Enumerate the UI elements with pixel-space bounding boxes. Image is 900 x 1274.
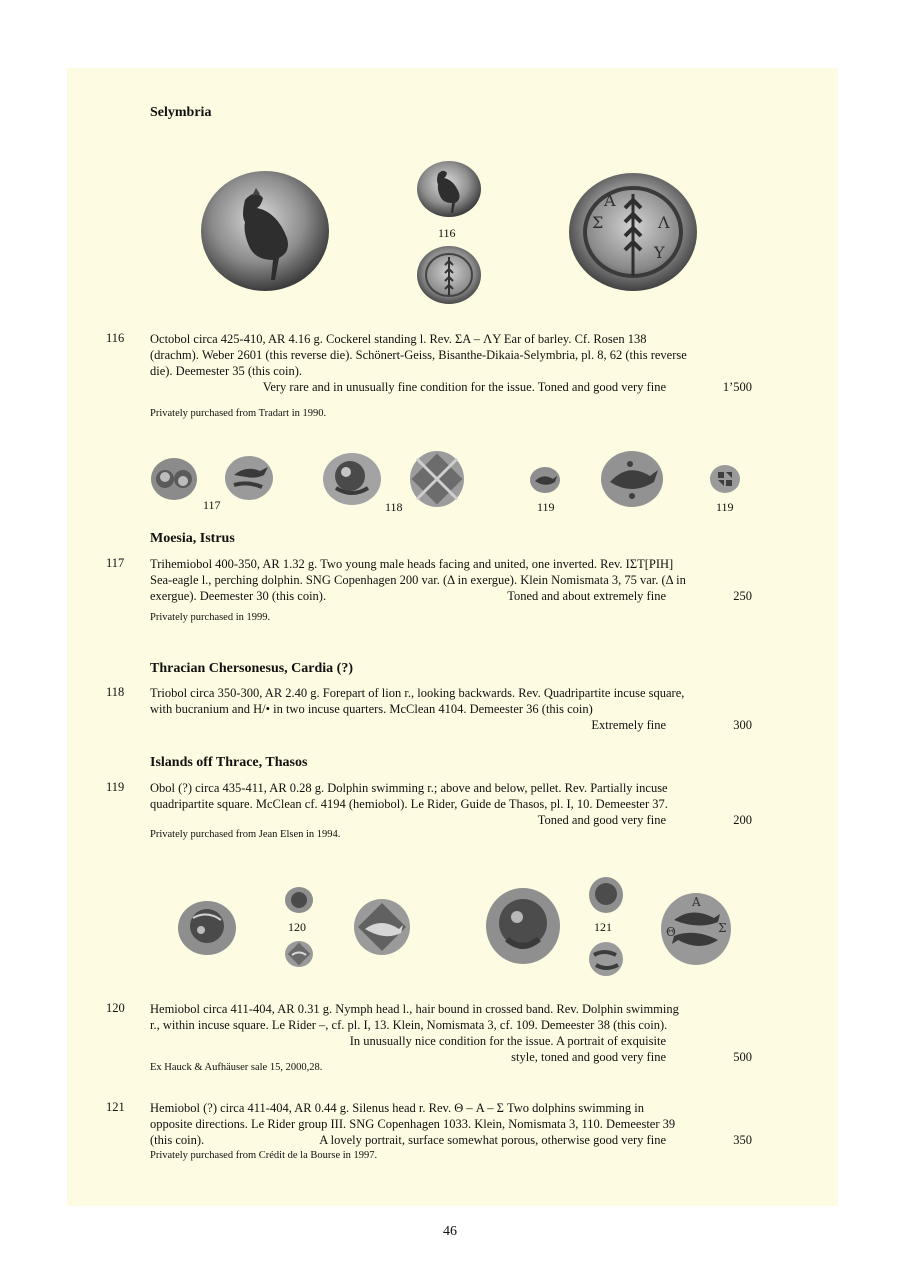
coin-117-obverse-image (150, 457, 198, 501)
lot-description-116 (150, 331, 752, 395)
lot-120-grade-line-1: In unusually nice condition for the issue. A portrait of exquisite (349, 1034, 666, 1048)
lot-116-line-2: (drachm). Weber 2601 (this reverse die). Schönert-Geiss, Bisanthe-Dikaia-Selymbria, pl. 8, 62 (this reverse (150, 348, 687, 362)
coin-caption-119-b: 119 (716, 500, 734, 514)
lot-116-price: 1’500 (722, 380, 752, 394)
legend-rev121-3: Σ (718, 921, 727, 935)
coin-116-obverse-image (200, 170, 330, 292)
legend-rev116-4: Y (654, 243, 665, 262)
lot-120-provenance: Ex Hauck & Aufhäuser sale 15, 2000,28. (150, 1062, 323, 1073)
coin-116-reverse-small-image (416, 245, 482, 305)
lot-117-line-1: Trihemiobol 400-350, AR 1.32 g. Two young male heads facing and united, one inverted. Rev. IΣT[PIH] (150, 557, 674, 571)
coin-120-obverse-image (177, 900, 237, 956)
lot-120-line-1: Hemiobol circa 411-404, AR 0.31 g. Nymph head l., hair bound in crossed band. Rev. Dolphin swimming (150, 1002, 679, 1016)
coin-121-obverse-small-image (588, 876, 624, 914)
lot-116-line-1: Octobol circa 425-410, AR 4.16 g. Cockerel standing l. Rev. ΣA – ΛY Ear of barley. Cf. Rosen 138 (150, 332, 647, 346)
lot-116-line-3: die). Deemester 35 (this coin). (150, 364, 303, 378)
lot-117-provenance: Privately purchased in 1999. (150, 612, 271, 623)
coin-caption-117: 117 (203, 498, 221, 512)
coin-caption-119-a: 119 (537, 500, 555, 514)
coin-117-reverse-image (224, 455, 274, 501)
lot-number-117: 117 (106, 556, 125, 570)
coin-116-reverse-image (568, 172, 698, 292)
coin-120-obverse-small-image (284, 886, 314, 914)
lot-120-line-2: r., within incuse square. Le Rider –, cf. pl. I, 13. Klein, Nomismata 3, cf. 109. Demeester 38 (this coin). (150, 1018, 668, 1032)
section-heading-selymbria: Selymbria (150, 105, 212, 120)
lot-119-grade: Toned and good very fine (537, 813, 666, 827)
lot-119-provenance: Privately purchased from Jean Elsen in 1994. (150, 829, 341, 840)
lot-117-line-3: exergue). Deemester 30 (this coin). (150, 589, 327, 603)
coin-120-reverse-image (353, 898, 411, 956)
lot-117-price: 250 (733, 589, 752, 603)
lot-121-grade: A lovely portrait, surface somewhat porous, otherwise good very fine (319, 1133, 666, 1147)
lot-number-119: 119 (106, 780, 125, 794)
lot-119-price: 200 (733, 813, 752, 827)
lot-120-price: 500 (733, 1050, 752, 1064)
lot-number-116: 116 (106, 331, 125, 345)
section-heading-moesia: Moesia, Istrus (150, 531, 235, 546)
lot-116-grade: Very rare and in unusually fine condition for the issue. Toned and good very fine (262, 380, 666, 394)
lot-121-provenance: Privately purchased from Crédit de la Bourse in 1997. (150, 1150, 378, 1161)
lot-119-line-1: Obol (?) circa 435-411, AR 0.28 g. Dolphin swimming r.; above and below, pellet. Rev. Partially incuse (150, 781, 668, 795)
lot-121-line-3: (this coin). (150, 1133, 205, 1147)
coin-caption-118: 118 (385, 500, 403, 514)
lot-121-line-2: opposite directions. Le Rider group III. SNG Copenhagen 1033. Klein, Nomismata 3, 110. Demeester 39 (150, 1117, 676, 1131)
lot-number-121: 121 (106, 1100, 125, 1114)
legend-rev121-2: A (692, 895, 701, 909)
lot-120-grade: style, toned and good very fine (511, 1050, 666, 1064)
coin-121-reverse-image (660, 892, 732, 966)
section-heading-thasos: Islands off Thrace, Thasos (150, 755, 308, 770)
lot-117-grade: Toned and about extremely fine (507, 589, 666, 603)
lot-117-line-2: Sea-eagle l., perching dolphin. SNG Copenhagen 200 var. (Δ in exergue). Klein Nomismata 3, 75 var. (Δ in (150, 573, 686, 587)
lot-116-provenance: Privately purchased from Tradart in 1990. (150, 408, 327, 419)
coin-caption-120: 120 (288, 920, 306, 934)
legend-rev116-3: Λ (658, 213, 670, 232)
legend-rev116-2: A (604, 191, 616, 210)
legend-rev121-1: Θ (666, 925, 676, 939)
lot-118-line-1: Triobol circa 350-300, AR 2.40 g. Forepart of lion r., looking backwards. Rev. Quadripartite incuse square, (150, 686, 685, 700)
lot-118-grade: Extremely fine (591, 718, 666, 732)
lot-121-price: 350 (733, 1133, 752, 1147)
lot-119-line-2: quadripartite square. McClean cf. 4194 (hemiobol). Le Rider, Guide de Thasos, pl. I, 10. Demeester 37. (150, 797, 668, 811)
coin-caption-121: 121 (594, 920, 612, 934)
coin-116-obverse-small-image (416, 160, 482, 218)
coin-caption-116: 116 (438, 226, 456, 240)
coin-121-obverse-image (485, 887, 561, 965)
coin-118-reverse-image (409, 450, 465, 508)
lot-118-price: 300 (733, 718, 752, 732)
lot-number-120: 120 (106, 1001, 125, 1015)
lot-121-line-1: Hemiobol (?) circa 411-404, AR 0.44 g. Silenus head r. Rev. Θ – A – Σ Two dolphins swimming in (150, 1101, 644, 1115)
page-number: 46 (443, 1224, 457, 1239)
lot-description-120 (150, 1001, 752, 1065)
legend-rev116-1: Σ (592, 213, 604, 232)
lot-description-117 (150, 556, 752, 604)
lot-description-121 (150, 1100, 752, 1148)
lot-number-118: 118 (106, 685, 125, 699)
coin-119-obverse-image (529, 466, 561, 494)
lot-description-119 (150, 780, 752, 828)
lot-118-line-2: with bucranium and H/• in two incuse quarters. McClean 4104. Demeester 36 (this coin) (150, 702, 593, 716)
coin-120-reverse-small-image (284, 940, 314, 968)
section-heading-chersonesus: Thracian Chersonesus, Cardia (?) (150, 661, 354, 676)
coin-121-reverse-small-image (588, 941, 624, 977)
lot-description-118 (150, 685, 752, 733)
coin-119-reverse-image (709, 464, 741, 494)
coin-118-obverse-image (322, 452, 382, 506)
coin-119-obverse-large-image (600, 450, 664, 508)
